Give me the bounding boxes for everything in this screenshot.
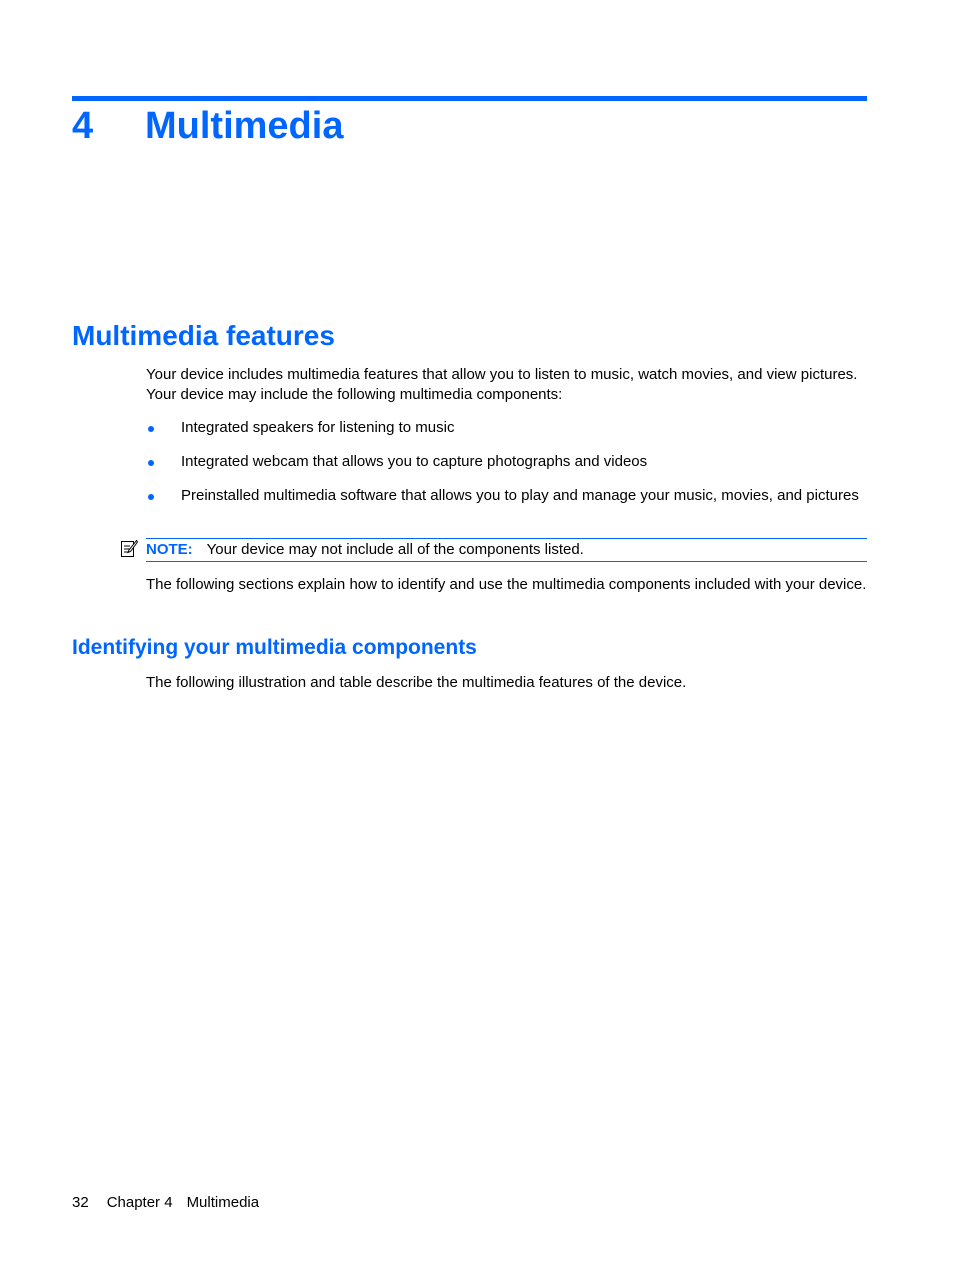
subsection-text: The following illustration and table describe the multimedia features of the device. <box>146 674 687 691</box>
note-label: NOTE: <box>146 541 193 558</box>
section-intro: Your device includes multimedia features that allow you to listen to music, watch movies, and view pictures. Your device may include the following multimedia components: <box>146 366 858 403</box>
list-item-text: Preinstalled multimedia software that allows you to play and manage your music, movies, and pictures <box>181 487 859 504</box>
bullet-icon <box>148 426 154 432</box>
component-list <box>146 418 868 520</box>
list-item <box>146 418 868 438</box>
subsection-title: Identifying your multimedia components <box>72 636 477 659</box>
section-title: Multimedia features <box>72 320 335 351</box>
list-item-text: Integrated speakers for listening to music <box>181 419 455 436</box>
page-footer <box>72 1193 259 1213</box>
footer-chapter-title: Multimedia <box>186 1194 260 1211</box>
chapter-number: 4 <box>72 105 94 147</box>
list-item-text: Integrated webcam that allows you to capture photographs and videos <box>181 453 648 470</box>
chapter-title: Multimedia <box>145 105 344 147</box>
section-followup: The following sections explain how to identify and use the multimedia components included with your device. <box>146 576 867 593</box>
bullet-icon <box>148 494 154 500</box>
list-item <box>146 452 868 472</box>
note-pencil-icon <box>120 539 138 558</box>
bullet-icon <box>148 460 154 466</box>
list-item <box>146 486 868 506</box>
page-number: 32 <box>72 1194 89 1211</box>
footer-chapter-label: Chapter 4 <box>106 1194 173 1211</box>
note-box <box>146 538 867 562</box>
note-text: Your device may not include all of the components listed. <box>206 541 584 558</box>
